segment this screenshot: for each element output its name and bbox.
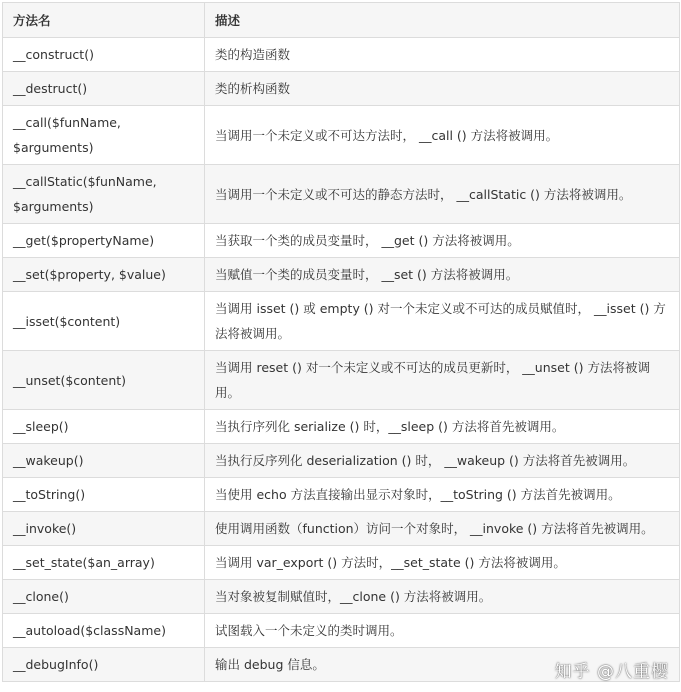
- method-cell: __debugInfo(): [3, 648, 205, 682]
- method-cell: __set_state($an_array): [3, 546, 205, 580]
- description-cell: 当赋值一个类的成员变量时， __set () 方法将被调用。: [205, 258, 680, 292]
- table-row: [3, 292, 680, 351]
- method-cell: __autoload($className): [3, 614, 205, 648]
- description-cell: 当调用一个未定义或不可达方法时， __call () 方法将被调用。: [205, 106, 680, 165]
- method-cell: __invoke(): [3, 512, 205, 546]
- table-row: [3, 478, 680, 512]
- method-cell: __clone(): [3, 580, 205, 614]
- description-cell: 类的析构函数: [205, 72, 680, 106]
- description-cell: 当执行反序列化 deserialization () 时， __wakeup () 方法将首先被调用。: [205, 444, 680, 478]
- method-cell: __toString(): [3, 478, 205, 512]
- table-header-row: [3, 3, 680, 38]
- description-cell: 试图载入一个未定义的类时调用。: [205, 614, 680, 648]
- table-row: [3, 444, 680, 478]
- description-cell: 当获取一个类的成员变量时， __get () 方法将被调用。: [205, 224, 680, 258]
- table-row: [3, 546, 680, 580]
- method-cell: __sleep(): [3, 410, 205, 444]
- method-cell: __isset($content): [3, 292, 205, 351]
- method-cell: __construct(): [3, 38, 205, 72]
- description-cell: 当调用 var_export () 方法时，__set_state () 方法将被调用。: [205, 546, 680, 580]
- magic-methods-table: [2, 2, 680, 682]
- method-cell: __set($property, $value): [3, 258, 205, 292]
- header-method-name: 方法名: [3, 3, 205, 38]
- header-description: 描述: [205, 3, 680, 38]
- method-cell: __callStatic($funName, $arguments): [3, 165, 205, 224]
- table-row: [3, 38, 680, 72]
- description-cell: 当调用 isset () 或 empty () 对一个未定义或不可达的成员赋值时， __isset () 方法将被调用。: [205, 292, 680, 351]
- method-cell: __unset($content): [3, 351, 205, 410]
- table-row: [3, 512, 680, 546]
- description-cell: 当调用 reset () 对一个未定义或不可达的成员更新时， __unset () 方法将被调用。: [205, 351, 680, 410]
- table-row: [3, 72, 680, 106]
- description-cell: 类的构造函数: [205, 38, 680, 72]
- description-cell: 当调用一个未定义或不可达的静态方法时， __callStatic () 方法将被调用。: [205, 165, 680, 224]
- method-cell: __call($funName, $arguments): [3, 106, 205, 165]
- description-cell: 当对象被复制赋值时，__clone () 方法将被调用。: [205, 580, 680, 614]
- description-cell: 输出 debug 信息。: [205, 648, 680, 682]
- table-row: [3, 351, 680, 410]
- description-cell: 当使用 echo 方法直接输出显示对象时，__toString () 方法首先被调用。: [205, 478, 680, 512]
- table-row: [3, 614, 680, 648]
- table-row: [3, 165, 680, 224]
- method-cell: __get($propertyName): [3, 224, 205, 258]
- table-row: [3, 106, 680, 165]
- method-cell: __destruct(): [3, 72, 205, 106]
- table-row: [3, 224, 680, 258]
- table-row: [3, 410, 680, 444]
- zhihu-watermark: 知乎 @八重樱: [554, 662, 669, 682]
- description-cell: 使用调用函数（function）访问一个对象时， __invoke () 方法将首先被调用。: [205, 512, 680, 546]
- description-cell: 当执行序列化 serialize () 时，__sleep () 方法将首先被调用。: [205, 410, 680, 444]
- table-row: [3, 258, 680, 292]
- table-row: [3, 580, 680, 614]
- method-cell: __wakeup(): [3, 444, 205, 478]
